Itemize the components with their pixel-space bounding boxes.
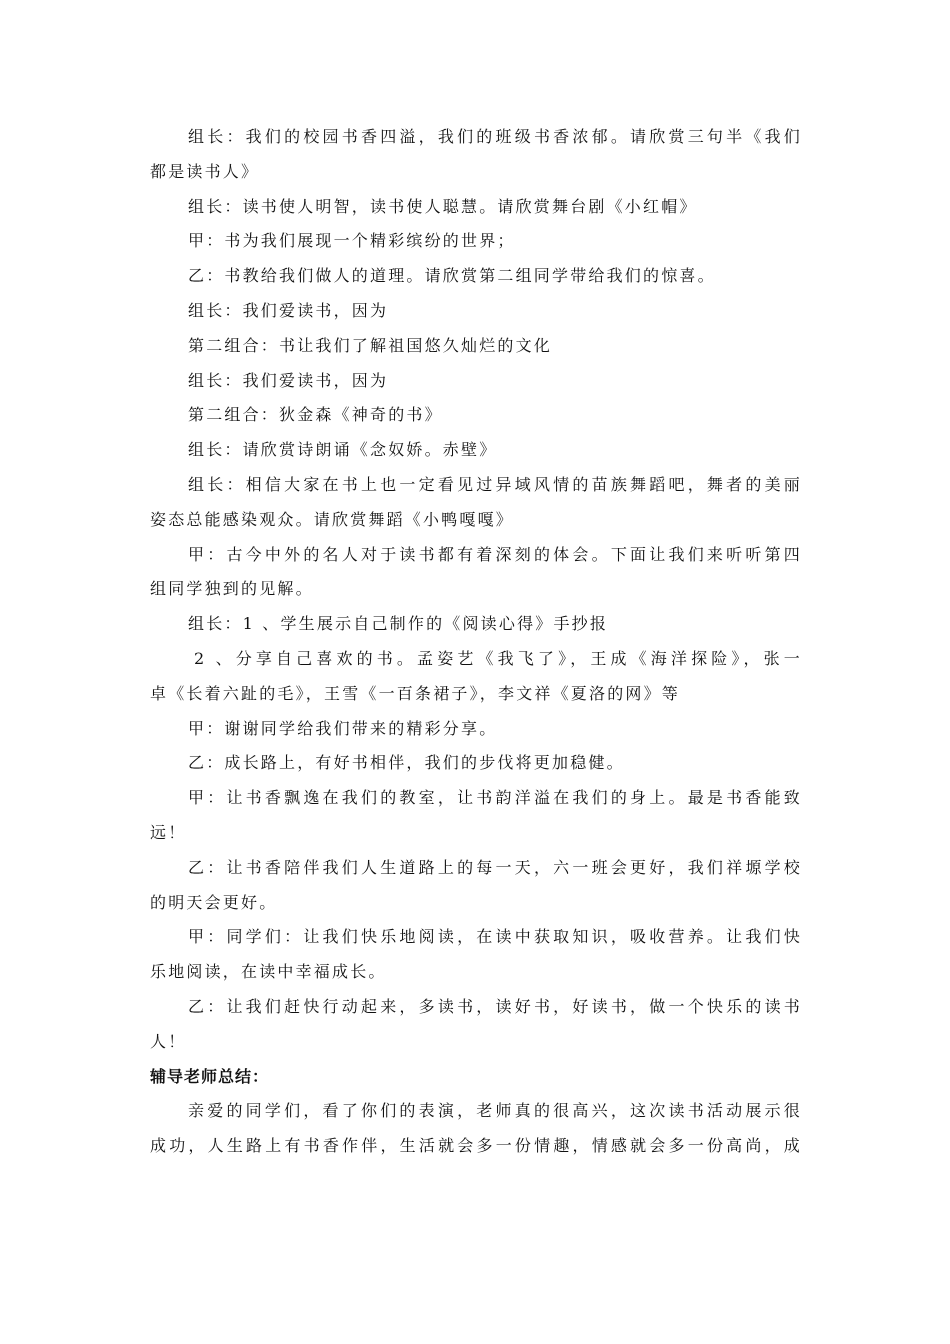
paragraph-line: 甲：让书香飘逸在我们的教室，让书韵洋溢在我们的身上。最是书香能致 — [188, 788, 802, 808]
paragraph-line: 人！ — [150, 1031, 187, 1051]
paragraph-line: 乙：成长路上，有好书相伴，我们的步伐将更加稳健。 — [188, 753, 625, 773]
paragraph-line: 组长：相信大家在书上也一定看见过异域风情的苗族舞蹈吧，舞者的美丽 — [188, 474, 802, 494]
document-body — [150, 120, 802, 1164]
paragraph-line: 乐地阅读，在读中幸福成长。 — [150, 962, 387, 982]
paragraph-line: 乙：让书香陪伴我们人生道路上的每一天，六一班会更好，我们祥塬学校 — [188, 857, 802, 877]
paragraph-line: 的明天会更好。 — [150, 892, 278, 912]
paragraph-line: 组长：我们爱读书，因为 — [188, 370, 389, 390]
paragraph-line: 甲：谢谢同学给我们带来的精彩分享。 — [188, 718, 498, 738]
paragraph-line: 甲：同学们：让我们快乐地阅读，在读中获取知识，吸收营养。让我们快 — [188, 927, 802, 947]
paragraph-line: 2 、分享自己喜欢的书。孟姿艺《我飞了》，王成《海洋探险》，张一 — [194, 648, 802, 668]
paragraph-line: 组同学独到的见解。 — [150, 579, 314, 599]
paragraph-line: 姿态总能感染观众。请欣赏舞蹈《小鸭嘎嘎》 — [150, 509, 515, 529]
paragraph-line: 组长：请欣赏诗朗诵《念奴娇。赤壁》 — [188, 440, 498, 460]
paragraph-line: 第二组合：书让我们了解祖国悠久灿烂的文化 — [188, 335, 553, 355]
paragraph-line: 亲爱的同学们，看了你们的表演，老师真的很高兴，这次读书活动展示很 — [188, 1101, 802, 1121]
paragraph-line: 远！ — [150, 822, 187, 842]
section-heading: 辅导老师总结： — [150, 1066, 270, 1086]
paragraph-line: 组长：我们爱读书，因为 — [188, 300, 389, 320]
paragraph-line: 组长：我们的校园书香四溢，我们的班级书香浓郁。请欣赏三句半《我们 — [188, 127, 802, 146]
paragraph-line: 乙：书教给我们做人的道理。请欣赏第二组同学带给我们的惊喜。 — [188, 266, 716, 286]
paragraph-line: 甲：书为我们展现一个精彩缤纷的世界； — [188, 231, 516, 251]
paragraph-line: 甲：古今中外的名人对于读书都有着深刻的体会。下面让我们来听听第四 — [188, 544, 802, 564]
paragraph-line: 成功，人生路上有书香作伴，生活就会多一份情趣，情感就会多一份高尚，成 — [150, 1136, 802, 1156]
paragraph-line: 卓《长着六趾的毛》，王雪《一百条裙子》，李文祥《夏洛的网》等 — [150, 683, 681, 703]
paragraph-line: 乙：让我们赶快行动起来，多读书，读好书，好读书，做一个快乐的读书 — [188, 996, 802, 1016]
paragraph-line: 第二组合：狄金森《神奇的书》 — [188, 405, 443, 425]
paragraph-line: 组长：读书使人明智，读书使人聪慧。请欣赏舞台剧《小红帽》 — [188, 196, 698, 216]
paragraph-line: 都是读书人》 — [150, 161, 260, 181]
paragraph-line: 组长：1 、学生展示自己制作的《阅读心得》手抄报 — [188, 614, 609, 634]
